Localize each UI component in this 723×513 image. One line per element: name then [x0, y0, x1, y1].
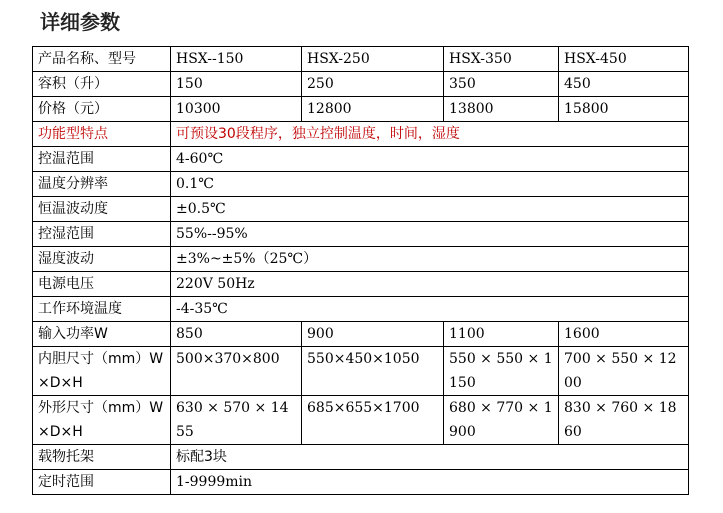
spec-table — [32, 46, 689, 495]
table-cell: 900 — [302, 322, 444, 347]
table-cell: 250 — [302, 72, 444, 97]
table-cell: 680 × 770 × 1900 — [444, 396, 559, 445]
table-row-volume — [33, 72, 689, 97]
row-label: 定时范围 — [33, 470, 171, 495]
row-label: 恒温波动度 — [33, 197, 171, 222]
table-cell: 15800 — [559, 97, 689, 122]
table-row-inner-size — [33, 347, 689, 396]
table-cell-span: 1-9999min — [171, 470, 689, 495]
table-cell-span: 220V 50Hz — [171, 272, 689, 297]
row-label: 电源电压 — [33, 272, 171, 297]
table-cell: 550×450×1050 — [302, 347, 444, 396]
table-cell: 500×370×800 — [171, 347, 302, 396]
table-cell: 450 — [559, 72, 689, 97]
row-label: 内胆尺寸（mm）W×D×H — [33, 347, 171, 396]
table-cell: HSX-250 — [302, 47, 444, 72]
table-cell: 850 — [171, 322, 302, 347]
table-cell: 350 — [444, 72, 559, 97]
table-cell-span: 0.1℃ — [171, 172, 689, 197]
table-cell-span: ±3%~±5%（25℃） — [171, 247, 689, 272]
page-title: 详细参数 — [40, 10, 120, 34]
table-cell: 830 × 760 × 1860 — [559, 396, 689, 445]
table-cell: 150 — [171, 72, 302, 97]
table-row-timer-range — [33, 470, 689, 495]
row-label: 外形尺寸（mm）W×D×H — [33, 396, 171, 445]
table-cell: 685×655×1700 — [302, 396, 444, 445]
row-label: 控湿范围 — [33, 222, 171, 247]
table-row-model — [33, 47, 689, 72]
table-row-power-supply — [33, 272, 689, 297]
table-cell: HSX--150 — [171, 47, 302, 72]
table-cell: HSX-350 — [444, 47, 559, 72]
table-row-temp-range — [33, 147, 689, 172]
row-label: 工作环境温度 — [33, 297, 171, 322]
table-cell-span: 标配3块 — [171, 445, 689, 470]
table-cell: 700 × 550 × 1200 — [559, 347, 689, 396]
table-cell: HSX-450 — [559, 47, 689, 72]
row-label: 湿度波动 — [33, 247, 171, 272]
table-row-outer-size — [33, 396, 689, 445]
table-row-features — [33, 122, 689, 147]
table-cell: 1600 — [559, 322, 689, 347]
row-label: 产品名称、型号 — [33, 47, 171, 72]
table-row-shelves — [33, 445, 689, 470]
table-cell: 1100 — [444, 322, 559, 347]
table-cell-span: 55%--95% — [171, 222, 689, 247]
row-label: 控温范围 — [33, 147, 171, 172]
table-row-temp-resolution — [33, 172, 689, 197]
table-row-temp-fluctuation — [33, 197, 689, 222]
table-cell: 550 × 550 × 1150 — [444, 347, 559, 396]
row-label: 价格（元） — [33, 97, 171, 122]
row-label: 输入功率W — [33, 322, 171, 347]
table-row-input-power — [33, 322, 689, 347]
row-label: 功能型特点 — [33, 122, 171, 147]
table-cell: 630 × 570 × 1455 — [171, 396, 302, 445]
table-row-price — [33, 97, 689, 122]
table-cell-span: 4-60℃ — [171, 147, 689, 172]
row-label: 载物托架 — [33, 445, 171, 470]
table-cell: 13800 — [444, 97, 559, 122]
table-row-humidity-fluctuation — [33, 247, 689, 272]
row-label: 容积（升） — [33, 72, 171, 97]
table-row-humidity-range — [33, 222, 689, 247]
table-cell: 10300 — [171, 97, 302, 122]
table-cell-span: 可预设30段程序，独立控制温度，时间，湿度 — [171, 122, 689, 147]
table-cell-span: -4-35℃ — [171, 297, 689, 322]
table-cell: 12800 — [302, 97, 444, 122]
table-cell-span: ±0.5℃ — [171, 197, 689, 222]
row-label: 温度分辨率 — [33, 172, 171, 197]
table-row-ambient-temp — [33, 297, 689, 322]
